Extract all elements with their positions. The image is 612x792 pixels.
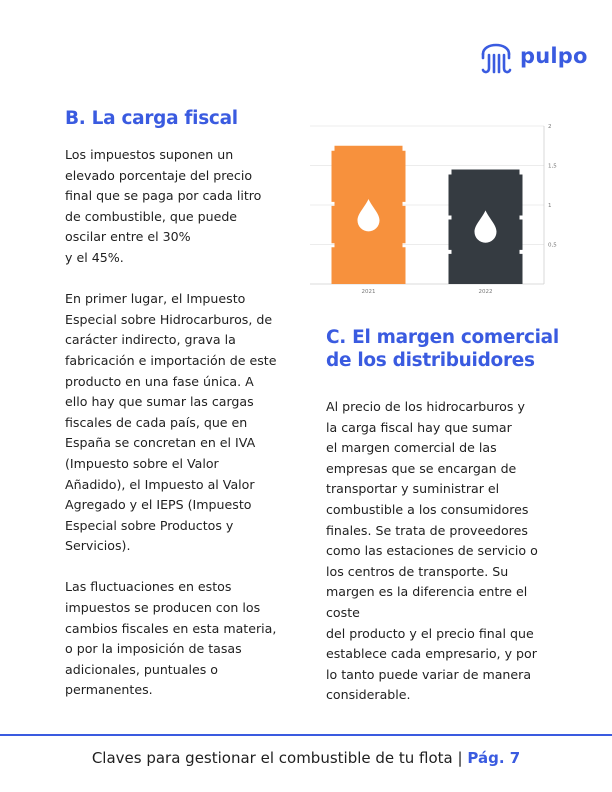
y-tick-label: 2 bbox=[548, 124, 552, 130]
section-b-body bbox=[65, 145, 290, 722]
pulpo-logo bbox=[478, 32, 588, 80]
y-tick-label: 1,5 bbox=[548, 163, 557, 170]
fuel-price-chart bbox=[306, 118, 560, 298]
y-tick-label: 0,5 bbox=[548, 242, 557, 249]
section-c-heading: C. El margen comercial de los distribuidores bbox=[326, 327, 559, 371]
x-tick-label: 2022 bbox=[478, 289, 493, 295]
section-b-heading: B. La carga fiscal bbox=[65, 108, 238, 129]
page-number: Pág. 7 bbox=[467, 749, 521, 767]
footer-separator: | bbox=[457, 749, 463, 767]
y-tick-label: 1 bbox=[548, 203, 552, 209]
footer-divider bbox=[0, 734, 612, 736]
x-tick-label: 2021 bbox=[361, 289, 376, 295]
paragraph: En primer lugar, el Impuesto Especial sobre Hidrocarburos, de carácter indirecto, grava la fabricación e importación de este producto en una fase única. A ello hay que sumar las cargas fiscales de cada país, que en España se concretan en el IVA (Impuesto sobre el Valor Añadido), el Impuesto al Valor Agregado y el IEPS (Impuesto Especial sobre Productos y Servicios). bbox=[65, 291, 277, 554]
footer-title: Claves para gestionar el combustible de tu flota bbox=[91, 749, 453, 767]
paragraph: Los impuestos suponen un elevado porcentaje del precio final que se paga por cada litro de combustible, que puede oscilar entre el 30% y el 45%. bbox=[65, 147, 262, 265]
footer bbox=[0, 749, 612, 767]
paragraph: Al precio de los hidrocarburos y la carga fiscal hay que sumar el margen comercial de las empresas que se encargan de transportar y suministrar el combustible a los consumidores finales. Se trata de proveedores como las estaciones de servicio o los centros de transporte. Su margen es la diferencia entre el coste del producto y el precio final que establece cada empresario, y por lo tanto puede variar de manera considerable. bbox=[326, 399, 538, 703]
brand-name: pulpo bbox=[520, 44, 588, 68]
octopus-icon bbox=[478, 34, 514, 78]
section-c-body bbox=[326, 397, 556, 727]
paragraph: Las fluctuaciones en estos impuestos se producen con los cambios fiscales en esta materia, o por la imposición de tasas adicionales, puntuales o permanentes. bbox=[65, 579, 277, 698]
